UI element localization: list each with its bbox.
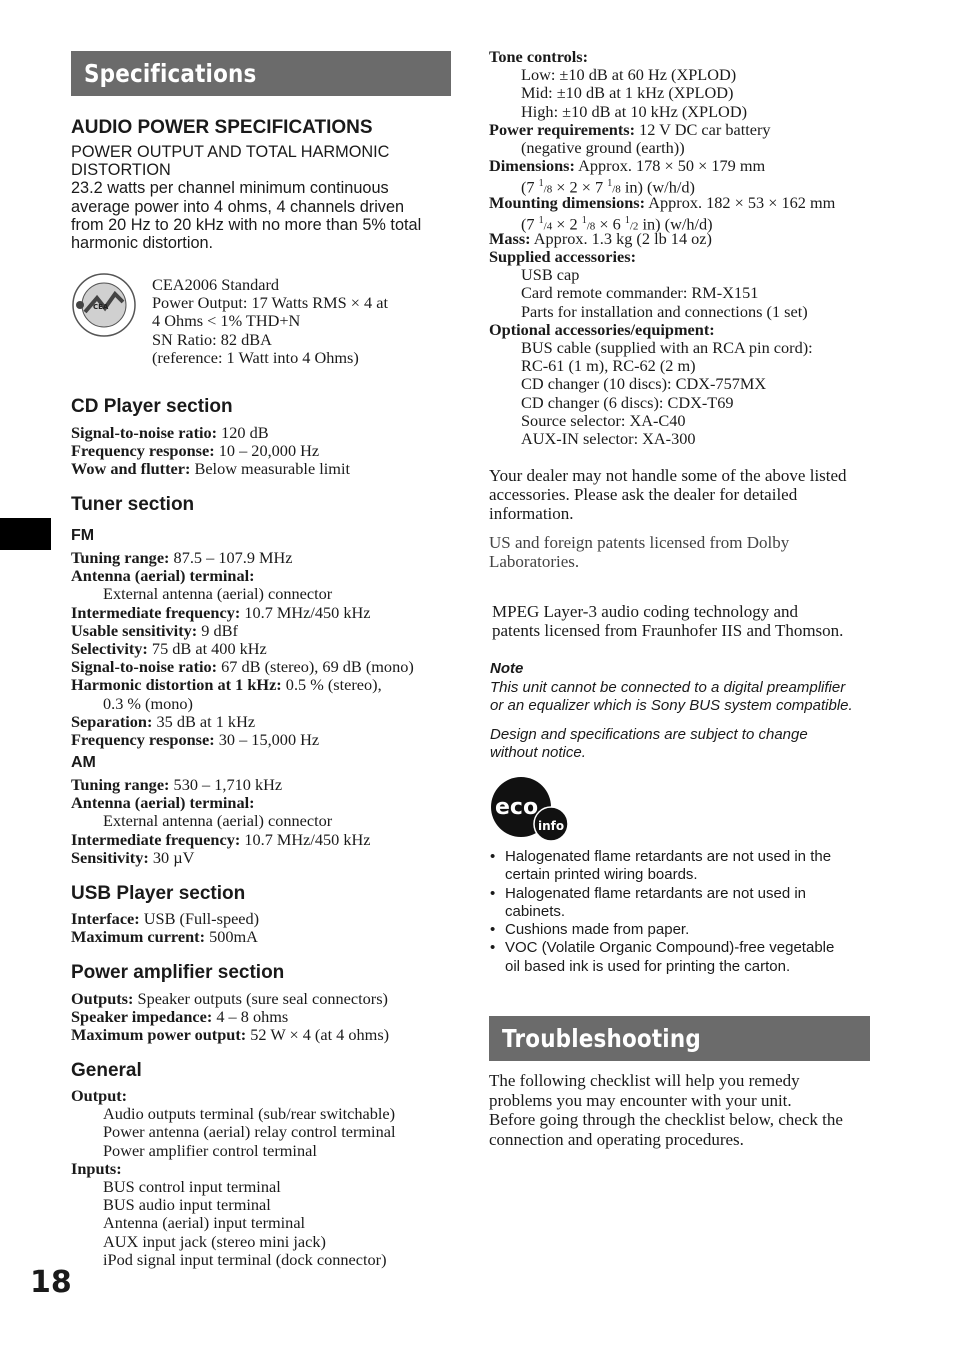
spec-key: Selectivity: xyxy=(71,638,148,658)
spec-row xyxy=(71,640,414,658)
spec-value: Approx. 182 × 53 × 162 mm xyxy=(645,192,836,212)
dolby-paragraph xyxy=(489,533,789,571)
tone-item: Low: ±10 dB at 60 Hz (XPLOD) xyxy=(521,65,737,85)
spec-key: Maximum power output: xyxy=(71,1025,247,1045)
spec-row xyxy=(71,990,389,1008)
paragraph-line: Before going through the checklist below, check the xyxy=(489,1110,843,1129)
spec-value: 10.7 MHz/450 kHz xyxy=(240,602,371,622)
spec-value: USB (Full-speed) xyxy=(139,909,260,928)
spec-row xyxy=(71,549,414,567)
paragraph-line: connection and operating procedures. xyxy=(489,1129,744,1149)
optional-item: RC-61 (1 m), RC-62 (2 m) xyxy=(521,356,696,376)
spec-value: 120 dB xyxy=(217,423,269,442)
spec-key: Intermediate frequency: xyxy=(71,829,241,849)
audio-line: harmonic distortion. xyxy=(71,233,214,252)
spec-key: Tone controls: xyxy=(489,47,589,66)
spec-key: Signal-to-noise ratio: xyxy=(71,423,218,442)
cea-line: CEA2006 Standard xyxy=(152,275,280,294)
cea-line: Power Output: 17 Watts RMS × 4 at xyxy=(152,293,388,313)
general-specs-continued xyxy=(489,48,874,448)
am-specs xyxy=(71,776,371,867)
audio-power-text xyxy=(71,143,461,252)
list-item: • Halogenated flame retardants are not used in cabinets. xyxy=(490,885,870,922)
spec-row xyxy=(71,442,350,460)
troubleshooting-intro xyxy=(489,1071,843,1149)
supplied-item: Parts for installation and connections (1 set) xyxy=(521,301,808,321)
spec-value: 35 dB at 1 kHz xyxy=(152,711,256,731)
audio-line: 23.2 watts per channel minimum continuous xyxy=(71,179,389,198)
input-item: BUS control input terminal xyxy=(103,1176,281,1196)
spec-key: Separation: xyxy=(71,711,153,731)
spec-key: Output: xyxy=(71,1086,128,1105)
spec-key: Harmonic distortion at 1 kHz: xyxy=(71,675,282,695)
dimensions-inches: (7 $^1$/8 × 2 × 7 $^1$/8 in) (w/h/d) xyxy=(521,177,695,197)
tone-item: High: ±10 dB at 10 kHz (XPLOD) xyxy=(521,101,747,121)
spec-value: 4 – 8 ohms xyxy=(212,1007,289,1027)
eco-info-icon xyxy=(491,777,571,843)
cea-line: (reference: 1 Watt into 4 Ohms) xyxy=(152,347,359,367)
paragraph-line: Laboratories. xyxy=(489,552,580,571)
spec-row xyxy=(71,831,371,849)
design-notice xyxy=(490,726,808,762)
spec-value: 10.7 MHz/450 kHz xyxy=(240,829,371,849)
spec-value: 30 – 15,000 Hz xyxy=(214,729,320,749)
spec-value: Below measurable limit xyxy=(190,459,350,479)
cd-player-specs xyxy=(71,424,350,479)
troubleshooting-title: Troubleshooting xyxy=(502,1024,701,1053)
note-text xyxy=(490,679,853,715)
optional-item: AUX-IN selector: XA-300 xyxy=(521,428,696,448)
spec-row xyxy=(71,604,414,622)
spec-value: 67 dB (stereo), 69 dB (mono) xyxy=(217,657,414,677)
paragraph-line: US and foreign patents licensed from Dolby xyxy=(489,533,790,552)
input-item: iPod signal input terminal (dock connector) xyxy=(103,1249,387,1269)
spec-row xyxy=(71,713,414,731)
paragraph-line: The following checklist will help you remedy xyxy=(489,1071,800,1090)
usb-specs xyxy=(71,910,259,946)
paragraph-line: problems you may encounter with your unit. xyxy=(489,1090,792,1110)
usb-heading: USB Player section xyxy=(71,883,246,904)
spec-key: Maximum current: xyxy=(71,927,205,947)
spec-key: Power requirements: xyxy=(489,119,636,139)
spec-key: Wow and flutter: xyxy=(71,459,191,479)
spec-row xyxy=(71,567,414,585)
audio-power-heading: AUDIO POWER SPECIFICATIONS xyxy=(71,117,373,138)
spec-row xyxy=(71,676,414,694)
input-item: BUS audio input terminal xyxy=(103,1195,271,1215)
cea-compliance-logo xyxy=(71,272,137,338)
tone-item: Mid: ±10 dB at 1 kHz (XPLOD) xyxy=(521,83,734,103)
fm-specs xyxy=(71,549,414,749)
spec-value: 52 W × 4 (at 4 ohms) xyxy=(246,1025,390,1045)
troubleshooting-banner xyxy=(489,1016,870,1061)
eco-word: eco xyxy=(495,795,539,820)
note-line: without notice. xyxy=(490,744,586,762)
spec-value: 87.5 – 107.9 MHz xyxy=(169,548,293,567)
spec-value: (negative ground (earth)) xyxy=(521,137,685,157)
spec-row xyxy=(71,794,371,812)
cd-player-heading: CD Player section xyxy=(71,396,233,417)
supplied-item: USB cap xyxy=(521,265,580,285)
spec-row xyxy=(71,928,259,946)
spec-value: 0.3 % (mono) xyxy=(103,693,193,713)
supplied-item: Card remote commander: RM-X151 xyxy=(521,283,759,303)
spec-value: Approx. 1.3 kg (2 lb 14 oz) xyxy=(530,228,712,248)
paragraph-line: Your dealer may not handle some of the above listed xyxy=(489,466,847,485)
spec-key: Mass: xyxy=(489,228,531,248)
spec-key: Tuning range: xyxy=(71,775,170,794)
fm-heading: FM xyxy=(71,527,95,544)
audio-line: POWER OUTPUT AND TOTAL HARMONIC xyxy=(71,143,390,161)
paragraph-line: MPEG Layer-3 audio coding technology and xyxy=(492,602,799,621)
input-item: Antenna (aerial) input terminal xyxy=(103,1213,306,1233)
spec-value: 10 – 20,000 Hz xyxy=(214,441,320,461)
list-item: • Halogenated flame retardants are not used in the certain printed wiring boards. xyxy=(490,848,870,885)
spec-value: 9 dBf xyxy=(197,620,238,640)
spec-value: Approx. 178 × 50 × 179 mm xyxy=(574,156,766,176)
spec-row xyxy=(71,658,414,676)
section-tab-marker xyxy=(0,518,51,550)
cea-line: SN Ratio: 82 dBA xyxy=(152,329,272,349)
spec-key: Usable sensitivity: xyxy=(71,620,198,640)
tuner-heading: Tuner section xyxy=(71,494,195,515)
optional-item: Source selector: XA-C40 xyxy=(521,410,686,430)
cea-line: 4 Ohms < 1% THD+N xyxy=(152,311,301,331)
page-number: 18 xyxy=(30,1265,72,1300)
specifications-banner xyxy=(71,51,451,96)
spec-key: Signal-to-noise ratio: xyxy=(71,657,218,677)
paragraph-line: accessories. Please ask the dealer for detailed xyxy=(489,485,798,504)
spec-row xyxy=(71,731,414,749)
general-heading: General xyxy=(71,1060,142,1081)
audio-line: average power into 4 ohms, 4 channels driven xyxy=(71,197,405,216)
mpeg-paragraph xyxy=(492,602,843,640)
output-item: Power amplifier control terminal xyxy=(103,1140,317,1160)
spec-value: 12 V DC car battery xyxy=(635,119,771,139)
spec-key: Outputs: xyxy=(71,989,134,1008)
paragraph-line: patents licensed from Fraunhofer IIS and Thomson. xyxy=(492,621,844,640)
spec-row xyxy=(71,910,259,928)
spec-row xyxy=(71,460,350,478)
note-line: or an equalizer which is Sony BUS system compatible. xyxy=(490,697,853,715)
eco-bullet-list xyxy=(490,848,870,976)
power-amp-specs xyxy=(71,990,389,1045)
spec-key: Antenna (aerial) terminal: xyxy=(71,566,255,586)
specifications-title: Specifications xyxy=(84,59,257,88)
input-item: AUX input jack (stereo mini jack) xyxy=(103,1231,326,1251)
list-item: • Cushions made from paper. xyxy=(490,921,870,939)
spec-key: Speaker impedance: xyxy=(71,1007,213,1027)
list-item: • VOC (Volatile Organic Compound)-free vegetable oil based ink is used for printing the carton. xyxy=(490,939,870,976)
spec-key: Optional accessories/equipment: xyxy=(489,319,715,339)
optional-item: CD changer (6 discs): CDX-T69 xyxy=(521,392,734,412)
spec-value: 530 – 1,710 kHz xyxy=(169,775,283,794)
spec-row xyxy=(71,1026,389,1044)
spec-key: Inputs: xyxy=(71,1158,122,1178)
paragraph-line: information. xyxy=(489,504,574,523)
power-amp-heading: Power amplifier section xyxy=(71,962,285,983)
spec-value: 75 dB at 400 kHz xyxy=(147,638,267,658)
spec-key: Dimensions: xyxy=(489,156,575,176)
output-item: Power antenna (aerial) relay control terminal xyxy=(103,1122,396,1142)
eco-info-word: info xyxy=(538,819,565,833)
spec-key: Sensitivity: xyxy=(71,847,149,867)
spec-row xyxy=(71,424,350,442)
mounting-inches: (7 $^1$/4 × 2 $^1$/8 × 6 $^1$/2 in) (w/h/d) xyxy=(521,214,713,234)
svg-text:CEA: CEA xyxy=(93,303,109,311)
dealer-paragraph xyxy=(489,466,847,523)
spec-key: Supplied accessories: xyxy=(489,247,636,267)
spec-value: External antenna (aerial) connector xyxy=(103,811,333,831)
spec-row xyxy=(71,776,371,794)
note-title: Note xyxy=(490,660,524,677)
spec-key: Tuning range: xyxy=(71,548,170,567)
spec-key: Frequency response: xyxy=(71,441,215,461)
optional-item: BUS cable (supplied with an RCA pin cord): xyxy=(521,338,813,357)
am-heading: AM xyxy=(71,754,96,771)
spec-row xyxy=(71,1008,389,1026)
spec-row xyxy=(71,849,371,867)
note-line: This unit cannot be connected to a digital preamplifier xyxy=(490,679,846,696)
spec-key: Mounting dimensions: xyxy=(489,192,646,212)
audio-line: DISTORTION xyxy=(71,161,171,180)
spec-value: 30 µV xyxy=(148,847,195,867)
spec-key: Interface: xyxy=(71,909,140,928)
output-item: Audio outputs terminal (sub/rear switchable) xyxy=(103,1104,396,1124)
cea-text xyxy=(152,276,452,367)
general-specs xyxy=(71,1087,395,1269)
spec-value: External antenna (aerial) connector xyxy=(103,584,333,604)
spec-value: Speaker outputs (sure seal connectors) xyxy=(133,989,388,1008)
audio-line: from 20 Hz to 20 kHz with no more than 5% total xyxy=(71,215,422,234)
spec-value: 0.5 % (stereo), xyxy=(281,675,382,695)
spec-row xyxy=(71,622,414,640)
spec-key: Frequency response: xyxy=(71,729,215,749)
spec-key: Intermediate frequency: xyxy=(71,602,241,622)
spec-key: Antenna (aerial) terminal: xyxy=(71,793,255,813)
optional-item: CD changer (10 discs): CDX-757MX xyxy=(521,374,767,394)
spec-value: 500mA xyxy=(205,927,258,947)
note-line: Design and specifications are subject to change xyxy=(490,726,808,743)
